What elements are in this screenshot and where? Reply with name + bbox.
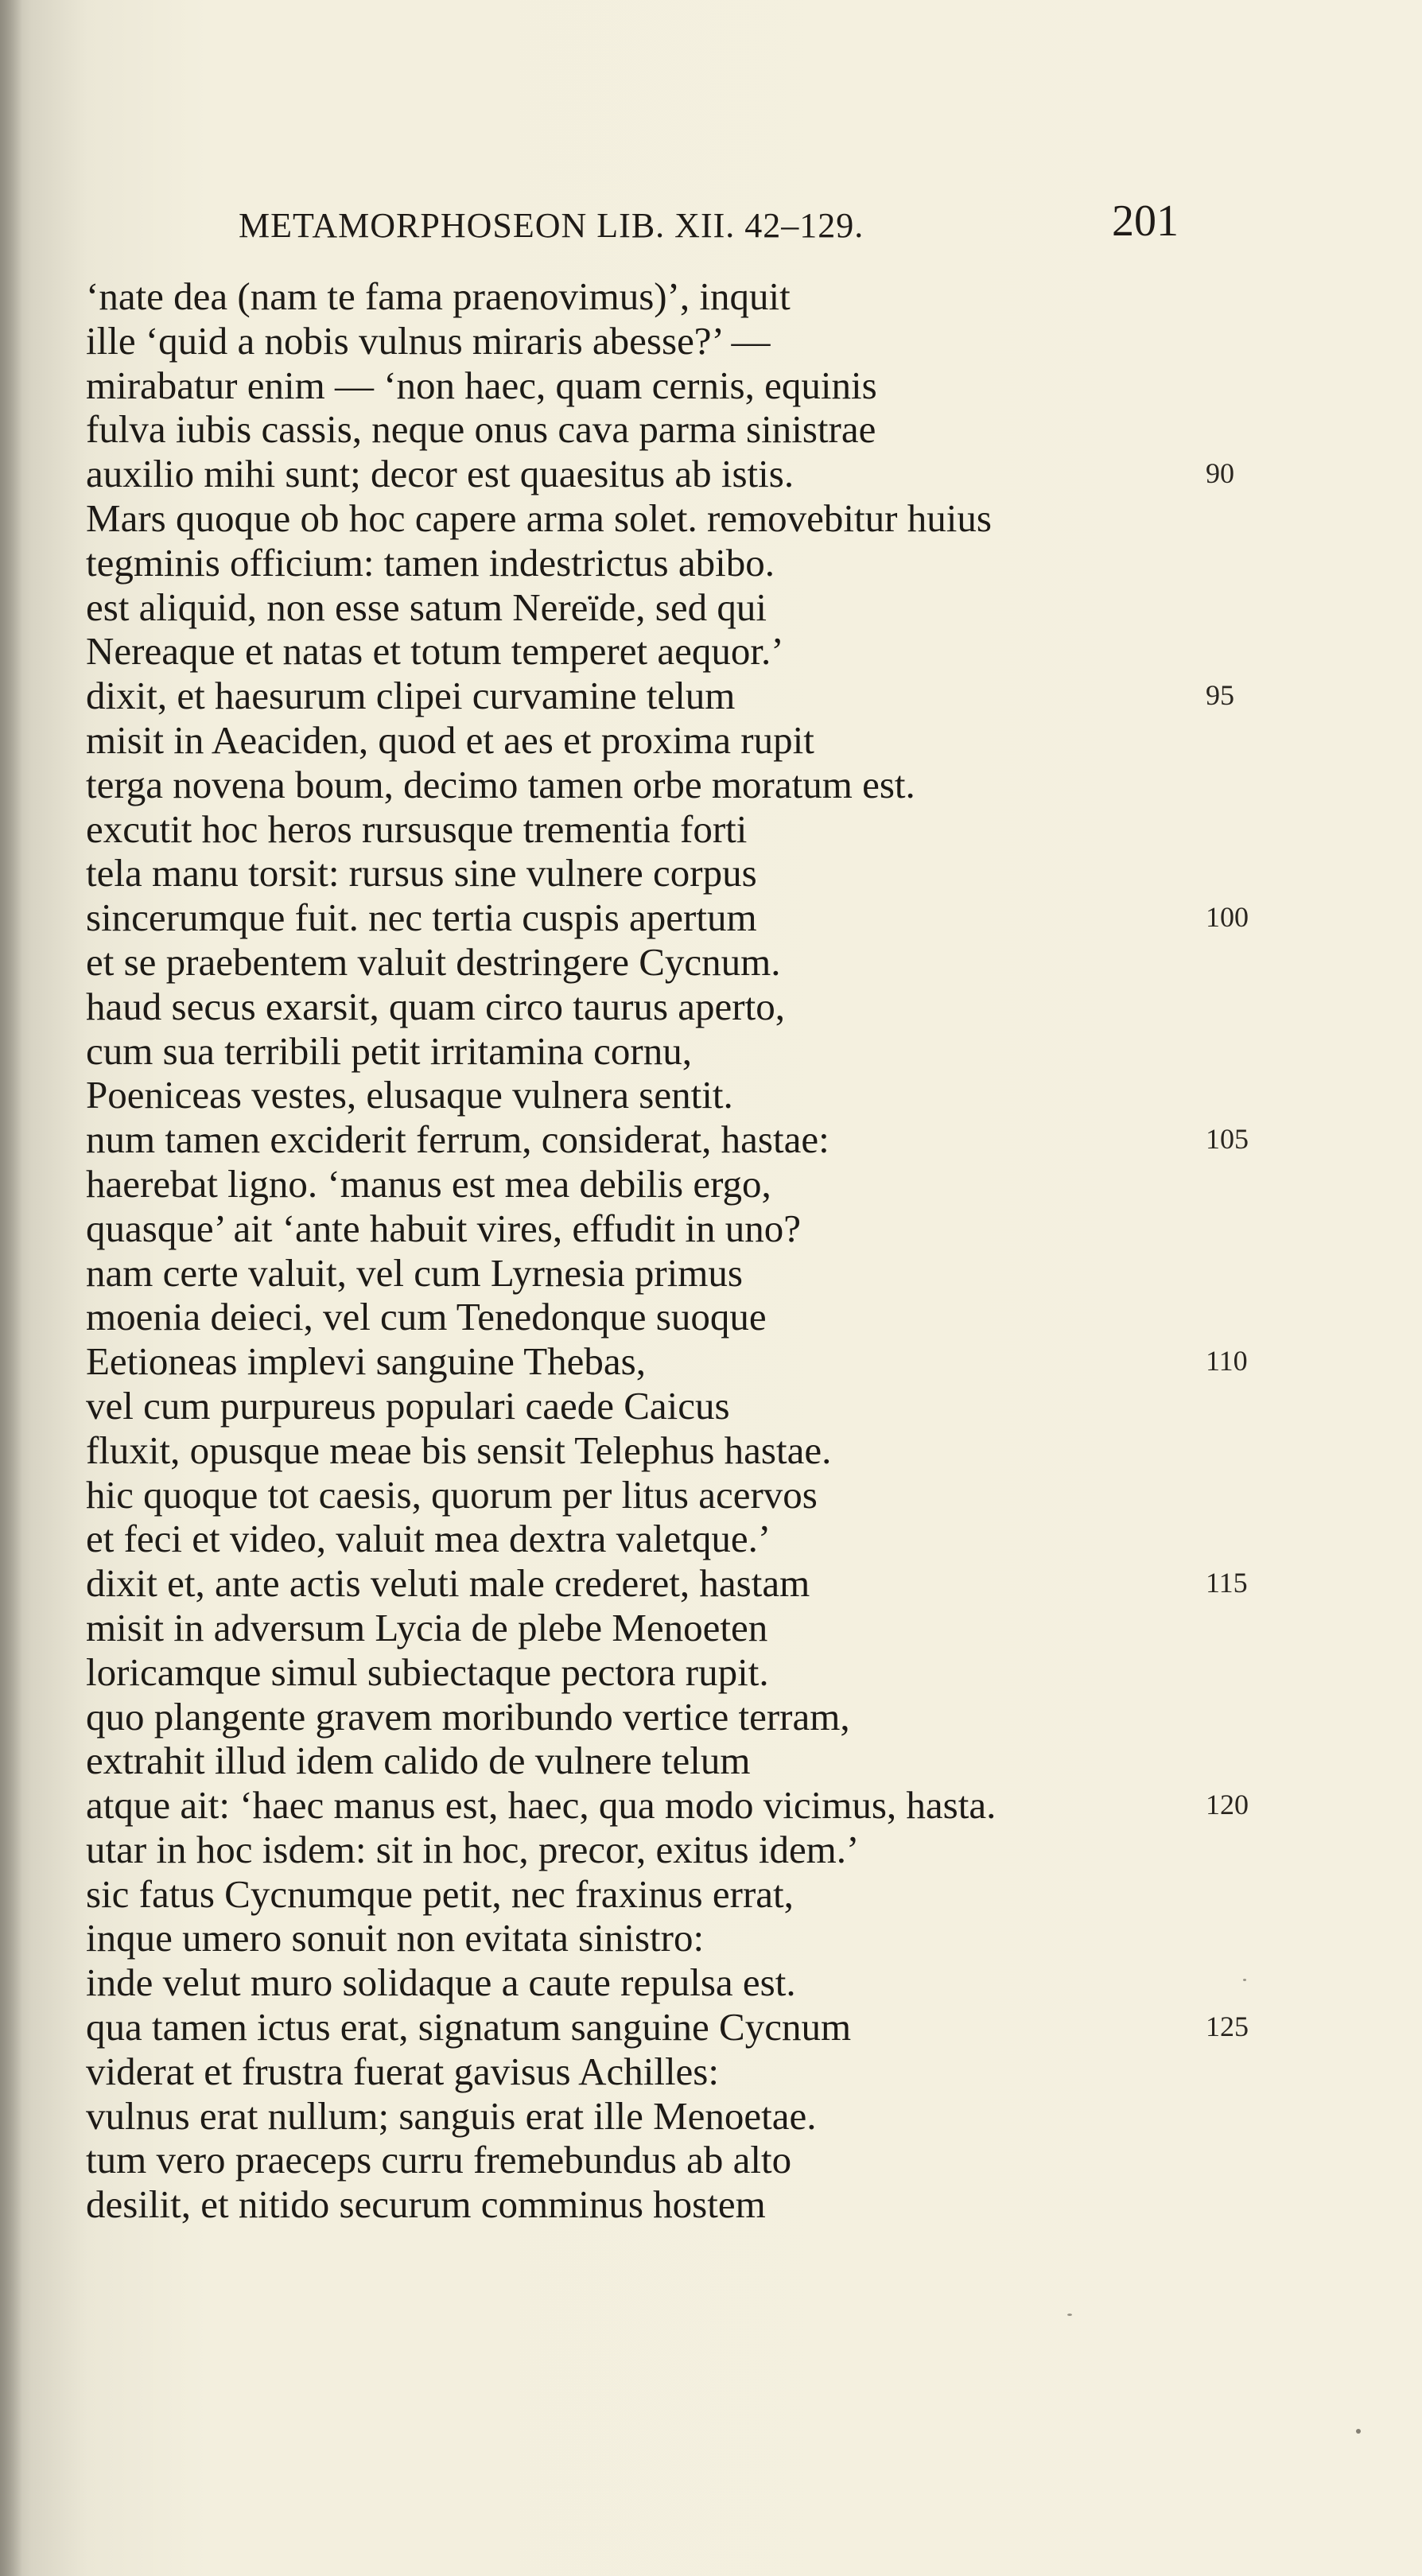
- verse-line: [86, 1960, 1311, 2005]
- verse-text: qua tamen ictus erat, signatum sanguine Cycnum: [86, 2005, 852, 2050]
- verse-text: hic quoque tot caesis, quorum per litus acervos: [86, 1472, 818, 1517]
- verse-text: et feci et video, valuit mea dextra valetque.’: [86, 1517, 771, 1561]
- verse-line: [86, 1916, 1311, 1960]
- verse-text: utar in hoc isdem: sit in hoc, precor, exitus idem.’: [86, 1827, 860, 1871]
- verse-line: [86, 1606, 1311, 1650]
- verse-line: [86, 363, 1311, 408]
- verse-line: [86, 1739, 1311, 1783]
- verse-line: [86, 1029, 1311, 1074]
- verse-text: desilit, et nitido securum comminus hostem: [86, 2182, 766, 2227]
- verse-line: [86, 2182, 1311, 2227]
- verse-line: [86, 1206, 1311, 1251]
- page-number: 201: [1112, 196, 1179, 246]
- verse-text: fluxit, opusque meae bis sensit Telephus hastae.: [86, 1428, 832, 1472]
- verse-text: Poeniceas vestes, elusaque vulnera sentit.: [86, 1073, 733, 1117]
- verse-line: [86, 1384, 1311, 1428]
- verse-line: [86, 496, 1311, 541]
- verse-text: misit in adversum Lycia de plebe Menoeten: [86, 1605, 768, 1649]
- verse-text: dixit, et haesurum clipei curvamine telum: [86, 674, 736, 718]
- verse-text: sincerumque fuit. nec tertia cuspis apertum: [86, 896, 757, 940]
- line-number: 115: [1206, 1567, 1248, 1599]
- verse-line: [86, 896, 1311, 940]
- verse-text: Eetioneas implevi sanguine Thebas,: [86, 1339, 646, 1384]
- verse-line: [86, 985, 1311, 1029]
- line-number: 90: [1206, 457, 1234, 490]
- paper-speck: [1243, 1979, 1246, 1981]
- verse-text: terga novena boum, decimo tamen orbe moratum est.: [86, 762, 915, 806]
- verse-line: [86, 452, 1311, 496]
- verse-line: [86, 1295, 1311, 1339]
- verse-line: [86, 1473, 1311, 1517]
- verse-text: dixit et, ante actis veluti male crederet, hastam: [86, 1561, 810, 1606]
- verse-line: [86, 2050, 1311, 2094]
- verse-text: fulva iubis cassis, neque onus cava parma sinistrae: [86, 407, 876, 452]
- verse-line: [86, 1162, 1311, 1206]
- verse-text: loricamque simul subiectaque pectora rupit.: [86, 1649, 769, 1694]
- verse-line: [86, 407, 1311, 452]
- verse-line: [86, 1783, 1311, 1828]
- verse-text: misit in Aeaciden, quod et aes et proxima rupit: [86, 717, 814, 762]
- verse-text: moenia deieci, vel cum Tenedonque suoque: [86, 1295, 767, 1339]
- spine-shadow: [0, 0, 22, 2576]
- verse-text: quo plangente gravem moribundo vertice terram,: [86, 1694, 850, 1739]
- verse-line: [86, 1117, 1311, 1162]
- paper-speck: [1067, 2314, 1072, 2316]
- verse-text: num tamen exciderit ferrum, considerat, hastae:: [86, 1117, 830, 1162]
- paper-speck: [1356, 2429, 1361, 2434]
- verse-text: nam certe valuit, vel cum Lyrnesia primus: [86, 1250, 743, 1295]
- verse-text: auxilio mihi sunt; decor est quaesitus ab istis.: [86, 452, 795, 496]
- verse-text: Mars quoque ob hoc capere arma solet. removebitur huius: [86, 495, 992, 540]
- verse-list: [86, 274, 1311, 2227]
- verse-text: inde velut muro solidaque a caute repulsa est.: [86, 1960, 796, 2005]
- verse-text: quasque’ ait ‘ante habuit vires, effudit in uno?: [86, 1206, 801, 1250]
- verse-text: est aliquid, non esse satum Nereïde, sed qui: [86, 585, 767, 629]
- verse-line: [86, 1428, 1311, 1473]
- verse-text: tegminis officium: tamen indestrictus abibo.: [86, 540, 775, 585]
- verse-line: [86, 1872, 1311, 1917]
- verse-text: inque umero sonuit non evitata sinistro:: [86, 1916, 705, 1960]
- line-number: 95: [1206, 679, 1234, 712]
- verse-text: tum vero praeceps curru fremebundus ab alto: [86, 2138, 792, 2182]
- verse-text: haud secus exarsit, quam circo taurus aperto,: [86, 984, 785, 1028]
- verse-text: vulnus erat nullum; sanguis erat ille Menoetae.: [86, 2093, 817, 2138]
- verse-line: [86, 940, 1311, 985]
- verse-text: sic fatus Cycnumque petit, nec fraxinus errat,: [86, 1871, 794, 1916]
- verse-line: [86, 2094, 1311, 2139]
- verse-line: [86, 274, 1311, 319]
- verse-line: [86, 674, 1311, 718]
- verse-line: [86, 851, 1311, 896]
- verse-text: excutit hoc heros rursusque trementia forti: [86, 806, 748, 851]
- line-number: 125: [1206, 2011, 1249, 2043]
- line-number: 120: [1206, 1789, 1249, 1821]
- verse-line: [86, 1339, 1311, 1384]
- line-number: 105: [1206, 1123, 1249, 1156]
- verse-text: vel cum purpureus populari caede Caicus: [86, 1383, 730, 1428]
- verse-text: mirabatur enim — ‘non haec, quam cernis, equinis: [86, 363, 877, 407]
- verse-line: [86, 1073, 1311, 1117]
- verse-line: [86, 629, 1311, 674]
- verse-line: [86, 319, 1311, 363]
- running-head: METAMORPHOSEON LIB. XII. 42–129.: [239, 206, 864, 245]
- verse-text: extrahit illud idem calido de vulnere telum: [86, 1739, 751, 1783]
- verse-text: ille ‘quid a nobis vulnus miraris abesse?’ —: [86, 318, 771, 363]
- verse-line: [86, 1251, 1311, 1296]
- verse-line: [86, 585, 1311, 630]
- verse-line: [86, 1695, 1311, 1739]
- verse-text: atque ait: ‘haec manus est, haec, qua modo vicimus, hasta.: [86, 1783, 997, 1828]
- verse-line: [86, 718, 1311, 763]
- verse-line: [86, 1517, 1311, 1561]
- verse-line: [86, 807, 1311, 852]
- verse-text: cum sua terribili petit irritamina cornu,: [86, 1028, 692, 1073]
- verse-line: [86, 1650, 1311, 1695]
- line-number: 110: [1206, 1345, 1248, 1377]
- verse-line: [86, 1828, 1311, 1872]
- verse-text: haerebat ligno. ‘manus est mea debilis ergo,: [86, 1161, 771, 1206]
- verse-line: [86, 1561, 1311, 1606]
- verse-line: [86, 541, 1311, 585]
- verse-text: Nereaque et natas et totum temperet aequor.’: [86, 629, 784, 674]
- verse-line: [86, 2138, 1311, 2182]
- line-number: 100: [1206, 901, 1249, 934]
- verse-text: ‘nate dea (nam te fama praenovimus)’, inquit: [86, 274, 791, 318]
- verse-text: et se praebentem valuit destringere Cycnum.: [86, 939, 781, 984]
- verse-text: viderat et frustra fuerat gavisus Achilles:: [86, 2049, 719, 2093]
- verse-text: tela manu torsit: rursus sine vulnere corpus: [86, 851, 757, 896]
- verse-line: [86, 2005, 1311, 2050]
- verse-line: [86, 763, 1311, 807]
